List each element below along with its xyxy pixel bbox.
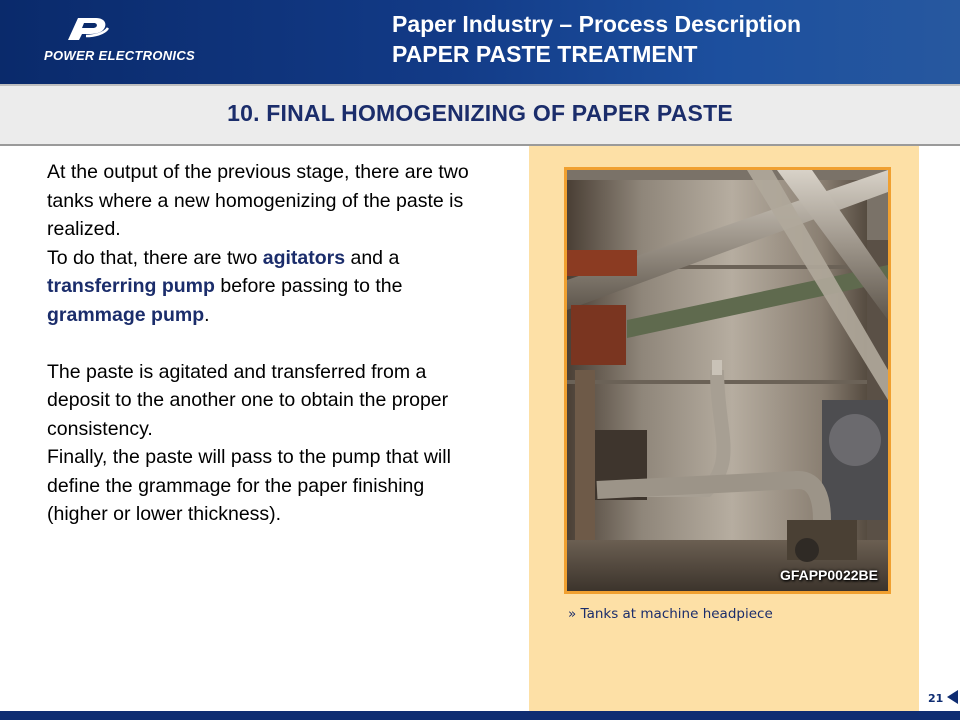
page-number: 21: [928, 692, 944, 705]
paragraph-spacer: [47, 329, 487, 358]
section-title: 10. FINAL HOMOGENIZING OF PAPER PASTE: [227, 100, 733, 126]
brand-name: POWER ELECTRONICS: [44, 48, 195, 63]
page-title: [392, 9, 801, 69]
previous-slide-arrow-icon[interactable]: [947, 690, 958, 704]
figure-caption: » Tanks at machine headpiece: [568, 606, 773, 622]
paragraph-2-text-d: .: [204, 303, 210, 326]
term-transferring-pump: transferring pump: [47, 275, 215, 297]
page-title-line-1: Paper Industry – Process Description: [392, 11, 802, 37]
term-grammage-pump: grammage pump: [47, 303, 205, 326]
body-text: [47, 158, 487, 529]
paragraph-1: At the output of the previous stage, there are two tanks where a new homogenizing of the paste is realized.: [47, 161, 469, 240]
paragraph-4: Finally, the paste will pass to the pump that will define the grammage for the paper finishing (higher or lower thickness).: [47, 446, 451, 525]
paragraph-2-text-a: To do that, there are two: [47, 246, 263, 269]
footer-bar: [0, 711, 960, 720]
paragraph-2-text-b: and a: [345, 246, 400, 269]
tanks-photo-illustration: [567, 170, 888, 591]
page-title-line-2: PAPER PASTE TREATMENT: [392, 41, 698, 67]
power-electronics-logo-icon: [60, 14, 112, 44]
section-heading-bar: [0, 84, 960, 146]
paragraph-2: [47, 244, 487, 330]
photo-label: GFAPP0022BE: [779, 567, 878, 583]
tanks-photo: [564, 167, 891, 594]
paragraph-2-text-c: before passing to the: [214, 275, 403, 297]
paragraph-3: The paste is agitated and transferred from a deposit to the another one to obtain the proper consistency.: [47, 360, 449, 440]
term-agitators: agitators: [262, 246, 346, 269]
header-banner: [0, 0, 960, 84]
